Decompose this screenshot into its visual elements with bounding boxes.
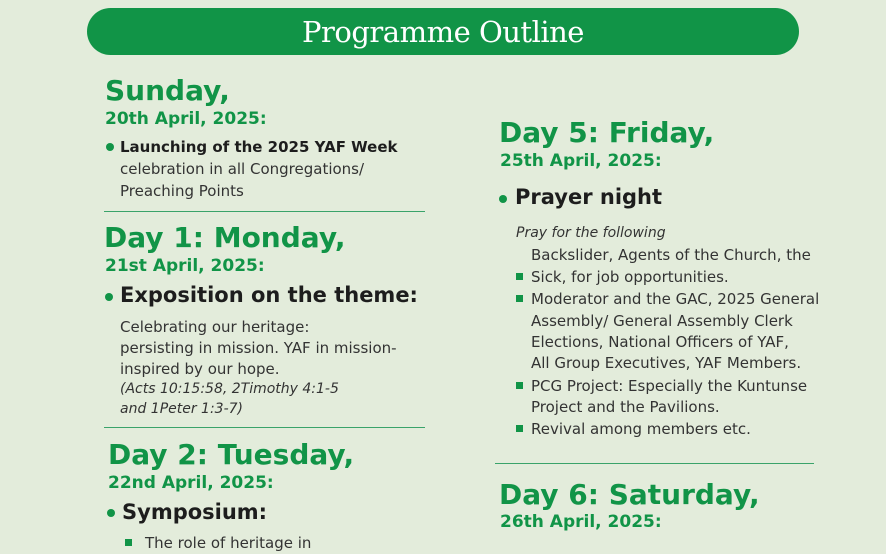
day2-date: 22nd April, 2025:: [108, 473, 274, 493]
day2-title: Day 2: Tuesday,: [108, 438, 355, 471]
day5-date: 25th April, 2025:: [500, 151, 662, 171]
day5-line: Backslider, Agents of the Church, the: [531, 246, 811, 264]
bullet-dot: [106, 143, 114, 151]
day1-line: persisting in mission. YAF in mission-: [120, 339, 397, 357]
day1-ref: (Acts 10:15:58, 2Timothy 4:1-5: [120, 381, 339, 397]
day1-line: Celebrating our heritage:: [120, 318, 310, 336]
sunday-item-line: celebration in all Congregations/: [120, 160, 365, 178]
sunday-date: 20th April, 2025:: [105, 109, 267, 129]
day5-item-line: Sick, for job opportunities.: [531, 268, 729, 286]
bullet-square: [516, 295, 523, 302]
divider: [104, 211, 425, 212]
day5-heading: Prayer night: [515, 185, 663, 209]
day5-item-line: Project and the Pavilions.: [531, 398, 720, 416]
sunday-item-line: Preaching Points: [120, 182, 244, 200]
programme-header: [87, 8, 799, 55]
sunday-item-bold: Launching of the 2025 YAF Week: [120, 138, 398, 156]
day5-title: Day 5: Friday,: [499, 116, 715, 149]
bullet-square: [516, 382, 523, 389]
bullet-square: [516, 425, 523, 432]
day2-item: The role of heritage in: [145, 534, 312, 552]
day5-item-line: PCG Project: Especially the Kuntunse: [531, 377, 808, 395]
day5-item-line: Revival among members etc.: [531, 420, 751, 438]
day1-date: 21st April, 2025:: [105, 256, 265, 276]
day6-date: 26th April, 2025:: [500, 512, 662, 532]
day1-heading: Exposition on the theme:: [120, 283, 418, 307]
sunday-title: Sunday,: [105, 74, 230, 107]
day2-heading: Symposium:: [122, 500, 268, 524]
bullet-square: [516, 273, 523, 280]
day1-line: inspired by our hope.: [120, 360, 280, 378]
bullet-dot: [107, 509, 115, 517]
day5-item-line: All Group Executives, YAF Members.: [531, 354, 802, 372]
bullet-square: [125, 539, 132, 546]
divider: [495, 463, 814, 464]
day5-item-line: Moderator and the GAC, 2025 General: [531, 290, 820, 308]
day5-item-line: Assembly/ General Assembly Clerk: [531, 312, 793, 330]
bullet-dot: [105, 293, 113, 301]
day6-title: Day 6: Saturday,: [499, 478, 760, 511]
day1-ref: and 1Peter 1:3-7): [120, 401, 244, 417]
divider: [104, 427, 425, 428]
page-title: Programme Outline: [302, 14, 584, 49]
day5-item-line: Elections, National Officers of YAF,: [531, 333, 789, 351]
bullet-dot: [499, 195, 507, 203]
day1-title: Day 1: Monday,: [104, 221, 346, 254]
day5-intro: Pray for the following: [516, 225, 666, 241]
